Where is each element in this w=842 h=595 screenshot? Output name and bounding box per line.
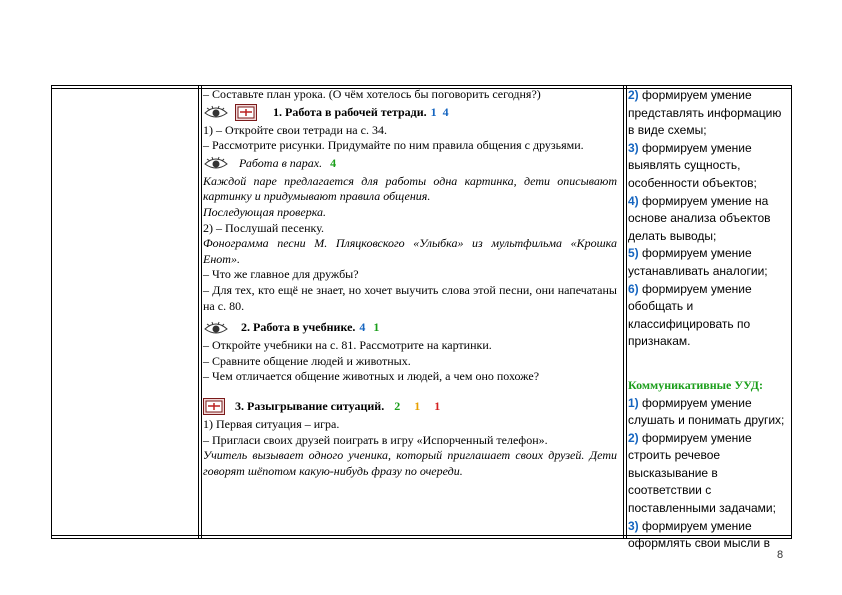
level-number: 4 [442, 104, 449, 119]
plan-line: – Составьте план урока. (О чём хотелось бы поговорить сегодня?) [203, 87, 541, 101]
text-line: 1) Первая ситуация – игра. [203, 416, 340, 431]
uud-item: 2) формируем умение представлять информацию в виде схемы; [628, 88, 782, 138]
column-divider [198, 86, 199, 538]
eye-icon [203, 156, 229, 171]
section-2-title: 2. Работа в учебнике. [241, 320, 356, 335]
level-number: 1 [414, 399, 421, 414]
text-line: Фонограмма песни М. Пляцковского «Улыбка» из мультфильма «Крошка Енот». [203, 236, 617, 266]
text-line: – Что же главное для дружбы? [203, 267, 359, 282]
section-3-title: 3. Разыгрывание ситуаций. [235, 399, 385, 414]
uud-item: 2) формируем умение строить речевое высказывание в соответствии с поставленными задачами; [628, 430, 776, 516]
eye-icon [203, 105, 229, 120]
text-line: Учитель вызывает одного ученика, который приглашает своих друзей. Дети говорят шёпотом какую-нибудь фразу по очереди. [203, 448, 617, 478]
uud-item: 4) формируем умение на основе анализа объектов делать выводы; [628, 193, 771, 243]
column-divider [201, 86, 202, 538]
uud-item: 3) формируем умение оформлять свои мысли в [628, 518, 770, 551]
text-line: – Рассмотрите рисунки. Придумайте по ним правила общения с друзьями. [203, 138, 584, 153]
section-1-title: 1. Работа в рабочей тетради. [273, 104, 427, 119]
text-line: – Чем отличается общение животных и людей, а чем оно похоже? [203, 369, 540, 384]
section-2-header [203, 318, 617, 338]
level-number: 1 [430, 104, 437, 119]
lesson-steps-cell [203, 87, 617, 479]
level-number: 1 [434, 399, 441, 414]
column-divider [623, 86, 624, 538]
section-1-header [203, 103, 617, 123]
section-3-header [203, 397, 617, 417]
level-number: 1 [373, 320, 380, 335]
book-icon [235, 104, 257, 121]
text-line: – Пригласи своих друзей поиграть в игру «Испорченный телефон». [203, 432, 548, 447]
text-line: Последующая проверка. [203, 204, 327, 219]
uud-cell [628, 87, 790, 553]
page-number: 8 [777, 549, 784, 561]
text-line: 2) – Послушай песенку. [203, 220, 324, 235]
uud-item: 6) формируем умение обобщать и классифицировать по признакам. [628, 281, 752, 349]
level-number: 2 [394, 399, 401, 414]
text-line: – Сравните общение людей и животных. [203, 353, 411, 368]
uud-item: 3) формируем умение выявлять сущность, особенности объектов; [628, 140, 757, 190]
column-divider [626, 86, 627, 538]
uud-item: 5) формируем умение устанавливать аналогии; [628, 246, 768, 278]
pairs-header [203, 154, 617, 174]
book-icon [203, 398, 225, 415]
pairs-title: Работа в парах. [239, 155, 323, 170]
level-number: 4 [359, 320, 366, 335]
text-line: – Откройте учебники на с. 81. Рассмотрите на картинки. [203, 338, 492, 353]
uud-item: 1) формируем умение слушать и понимать других; [628, 395, 785, 428]
text-line: 1) – Откройте свои тетради на с. 34. [203, 122, 387, 137]
level-number: 4 [330, 155, 337, 170]
eye-icon [203, 321, 229, 336]
text-line: Каждой паре предлагается для работы одна картинка, дети описывают картинку и придумывают правила общения. [203, 173, 617, 204]
text-line: – Для тех, кто ещё не знает, но хочет выучить слова этой песни, они напечатаны на с. 80. [203, 282, 617, 313]
communicative-title: Коммуникативные УУД: [628, 377, 764, 392]
